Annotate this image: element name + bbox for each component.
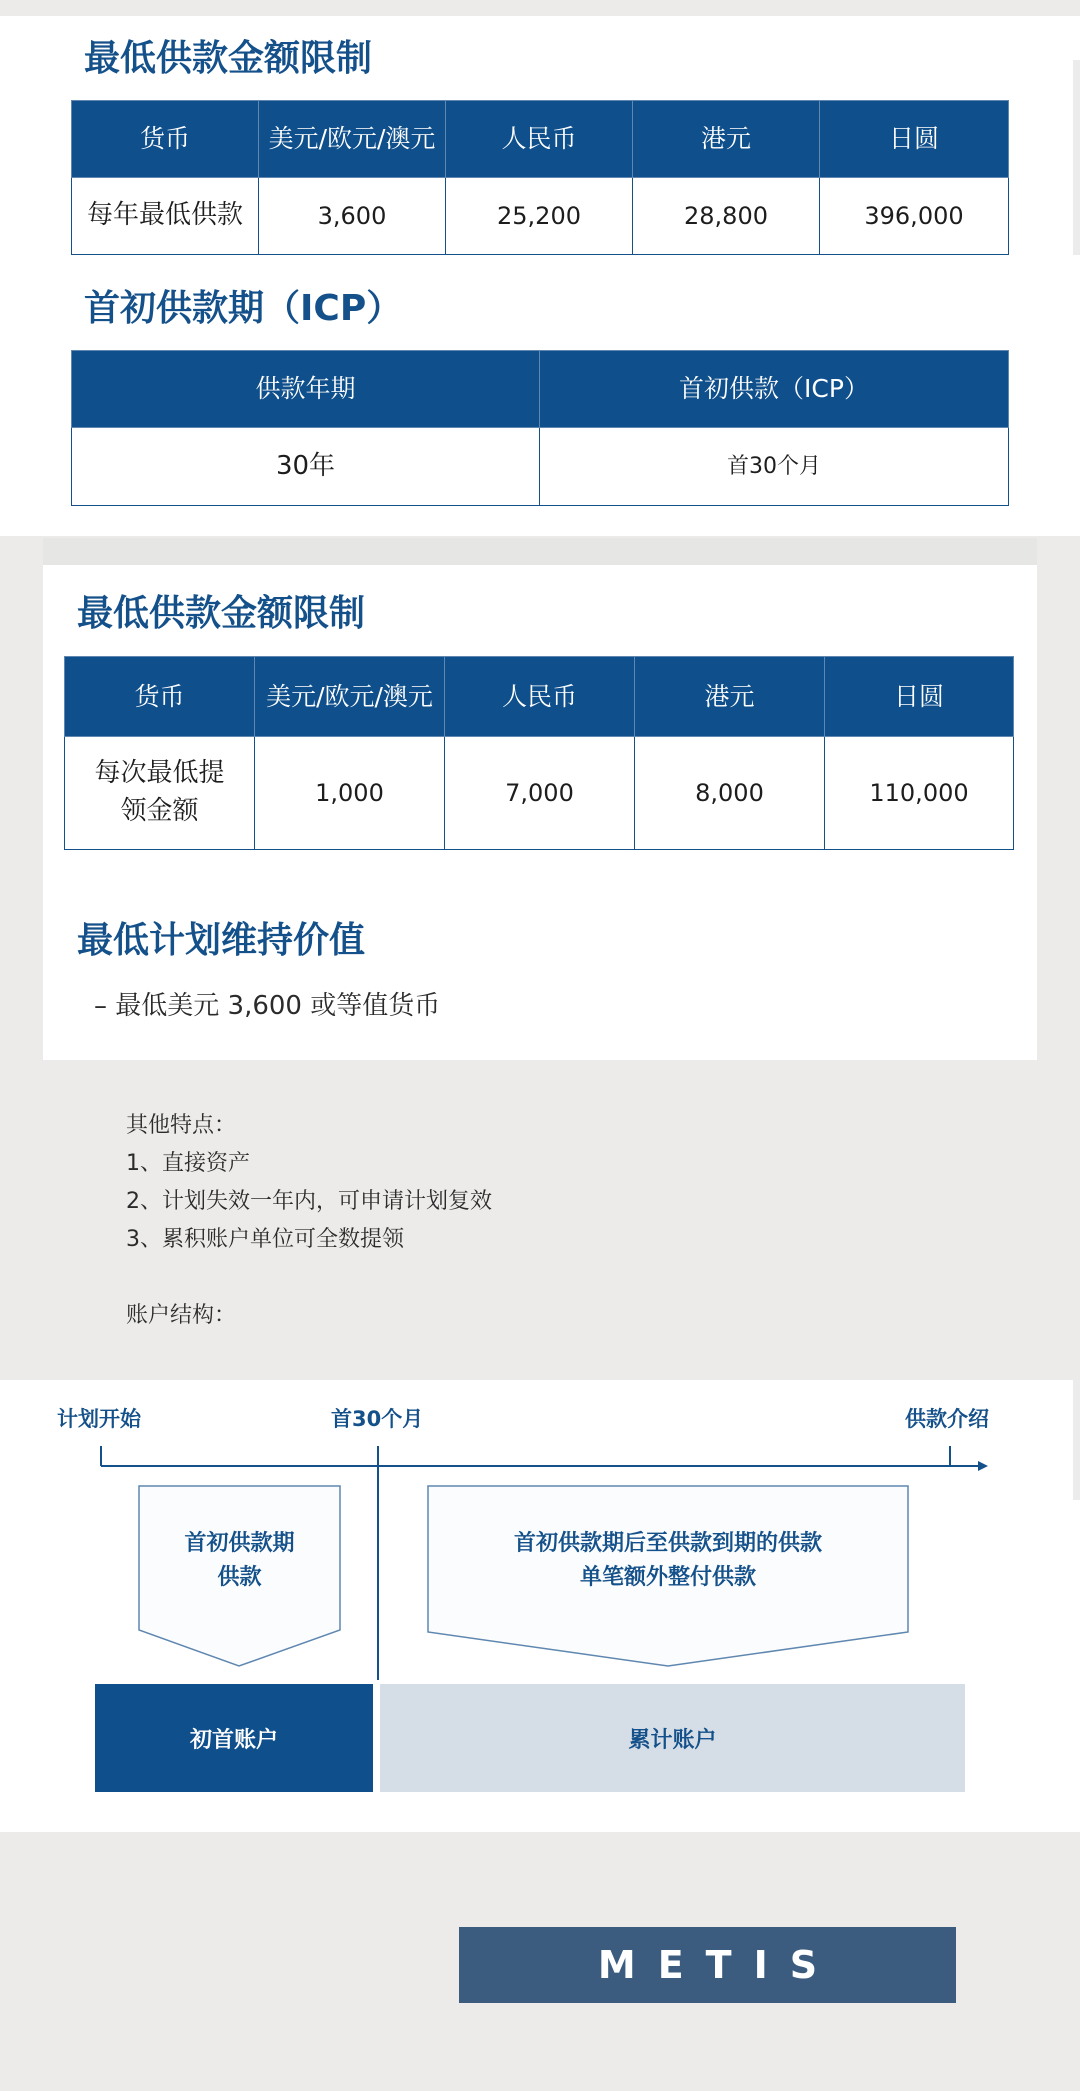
value-hkd: 8,000 — [635, 737, 825, 850]
value-usd: 1,000 — [255, 737, 445, 850]
structure-label: 账户结构： — [126, 1303, 237, 1328]
header-jpy: 日圆 — [820, 101, 1009, 178]
header-usd: 美元/欧元/澳元 — [255, 657, 445, 737]
header-term: 供款年期 — [72, 351, 540, 428]
section4-title: 最低计划维持价值 — [77, 920, 366, 961]
header-hkd: 港元 — [635, 657, 825, 737]
timeline-arrowhead — [978, 1461, 988, 1471]
header-cny: 人民币 — [445, 657, 635, 737]
header-icp: 首初供款（ICP） — [540, 351, 1009, 428]
icp-table — [71, 350, 1009, 506]
header-usd: 美元/欧元/澳元 — [259, 101, 446, 178]
header-jpy: 日圆 — [825, 657, 1014, 737]
timeline-end-label: 供款介绍 — [905, 1407, 989, 1431]
header-cny: 人民币 — [446, 101, 633, 178]
value-jpy: 396,000 — [820, 178, 1009, 255]
timeline-mid-label: 首30个月 — [331, 1407, 424, 1431]
timeline-start-label: 计划开始 — [57, 1407, 141, 1431]
accumulation-account-block: 累计账户 — [380, 1684, 965, 1792]
min-value-bullet: – 最低美元 3,600 或等值货币 — [94, 991, 441, 1021]
notes-heading: 其他特点： — [126, 1113, 237, 1138]
value-icp: 首30个月 — [540, 428, 1009, 506]
divider-stripe — [43, 538, 1037, 565]
note-item: 1、直接资产 — [126, 1151, 250, 1176]
post-icp-box-line1: 首初供款期后至供款到期的供款 — [513, 1531, 822, 1556]
value-jpy: 110,000 — [825, 737, 1014, 850]
min-contribution-table — [71, 100, 1009, 255]
edge-shadow — [1073, 60, 1080, 255]
icp-box-line2: 供款 — [217, 1565, 262, 1590]
row-label: 每年最低供款 — [72, 178, 259, 255]
section3-title: 最低供款金额限制 — [77, 593, 366, 634]
initial-account-block: 初首账户 — [95, 1684, 373, 1792]
value-usd: 3,600 — [259, 178, 446, 255]
header-currency: 货币 — [72, 101, 259, 178]
notes-block — [126, 1107, 492, 1335]
post-icp-box-line2: 单笔额外整付供款 — [579, 1565, 756, 1590]
icp-box-text — [139, 1527, 340, 1595]
post-icp-box-text — [428, 1527, 908, 1595]
min-withdrawal-table — [64, 656, 1014, 850]
metis-logo: METIS — [459, 1927, 956, 2003]
icp-box-line1: 首初供款期 — [184, 1531, 295, 1556]
value-cny: 7,000 — [445, 737, 635, 850]
header-hkd: 港元 — [633, 101, 820, 178]
value-cny: 25,200 — [446, 178, 633, 255]
header-currency: 货币 — [65, 657, 255, 737]
note-item: 3、累积账户单位可全数提领 — [126, 1227, 404, 1252]
row-label: 每次最低提领金额 — [65, 737, 255, 850]
note-item: 2、计划失效一年内，可申请计划复效 — [126, 1189, 492, 1214]
value-hkd: 28,800 — [633, 178, 820, 255]
value-term: 30年 — [72, 428, 540, 506]
section2-title: 首初供款期（ICP） — [84, 288, 403, 329]
section1-title: 最低供款金额限制 — [84, 38, 373, 79]
